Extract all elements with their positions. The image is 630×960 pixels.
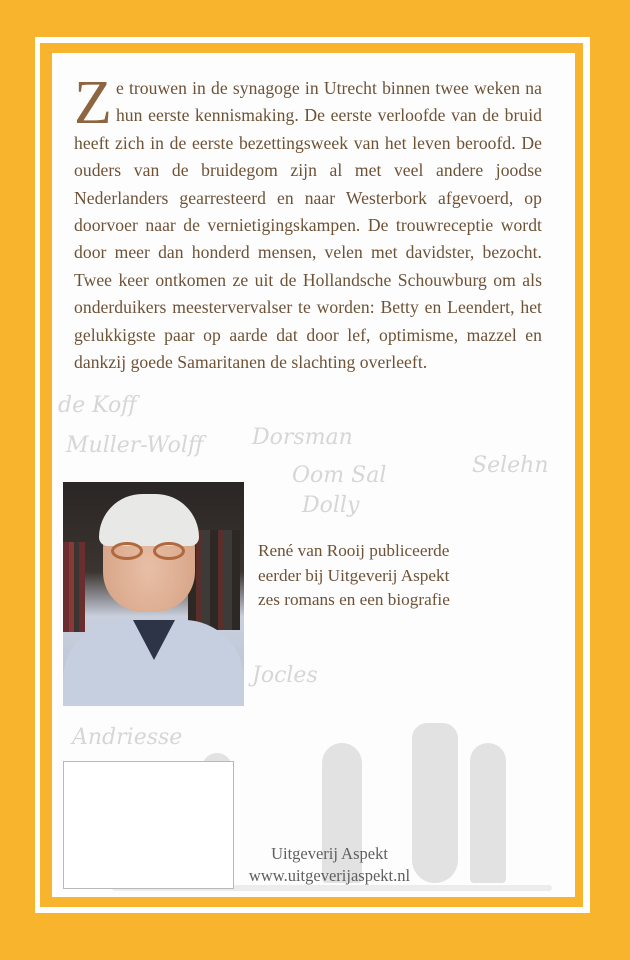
- blurb-body: e trouwen in de synagoge in Utrecht binnen twee weken na hun eerste kennismaking. De eerste verloofde van de bruid heeft zich in de eerste bezettingsweek van het leven beroofd. De ouders van de bruidegom zijn al met veel andere joodse Nederlanders gearresteerd en naar Westerbork afgevoerd, op doorvoer naar de vernietigingskampen. De trouwreceptie wordt door meer dan honderd mensen, velen met davidster, bezocht. Twee keer ontkomen ze uit de Hollandsche Schouwburg om als onderduikers meestervervalser te worden: Betty en Leendert, het gelukkigste paar op aarde dat door lef, optimisme, mazzel en dankzij goede Samaritanen de slachting overleeft.: [74, 78, 542, 373]
- bookshelf-left: [63, 542, 85, 632]
- back-cover-panel: [52, 53, 575, 897]
- author-bio: [258, 539, 450, 613]
- signature-scribble: de Koff: [58, 393, 137, 418]
- publisher-info: [212, 843, 447, 887]
- publisher-url: www.uitgeverijaspekt.nl: [248, 866, 411, 885]
- author-bio-line: zes romans en een biografie: [258, 590, 450, 609]
- hair: [99, 494, 199, 546]
- signature-scribble: Andriesse: [72, 725, 183, 750]
- author-bio-line: eerder bij Uitgeverij Aspekt: [258, 565, 450, 585]
- signature-scribble: Selehn: [472, 453, 549, 478]
- author-bio-line: René van Rooij publiceerde: [258, 541, 450, 560]
- dropcap-letter: Z: [74, 69, 112, 137]
- bookshelf-right: [188, 530, 240, 630]
- publisher-name: Uitgeverij Aspekt: [271, 844, 388, 863]
- signature-scribble: Dorsman: [252, 425, 353, 450]
- barcode-sticker-area: [63, 761, 234, 889]
- signature-scribble: Jocles: [252, 663, 318, 688]
- signature-scribble: Oom Sal: [292, 463, 387, 488]
- signature-scribble: Muller-Wolff: [66, 433, 204, 458]
- signature-scribble: Dolly: [302, 493, 360, 518]
- author-photo: [63, 482, 244, 706]
- glasses-icon: [109, 542, 189, 562]
- blurb-text: [74, 69, 542, 376]
